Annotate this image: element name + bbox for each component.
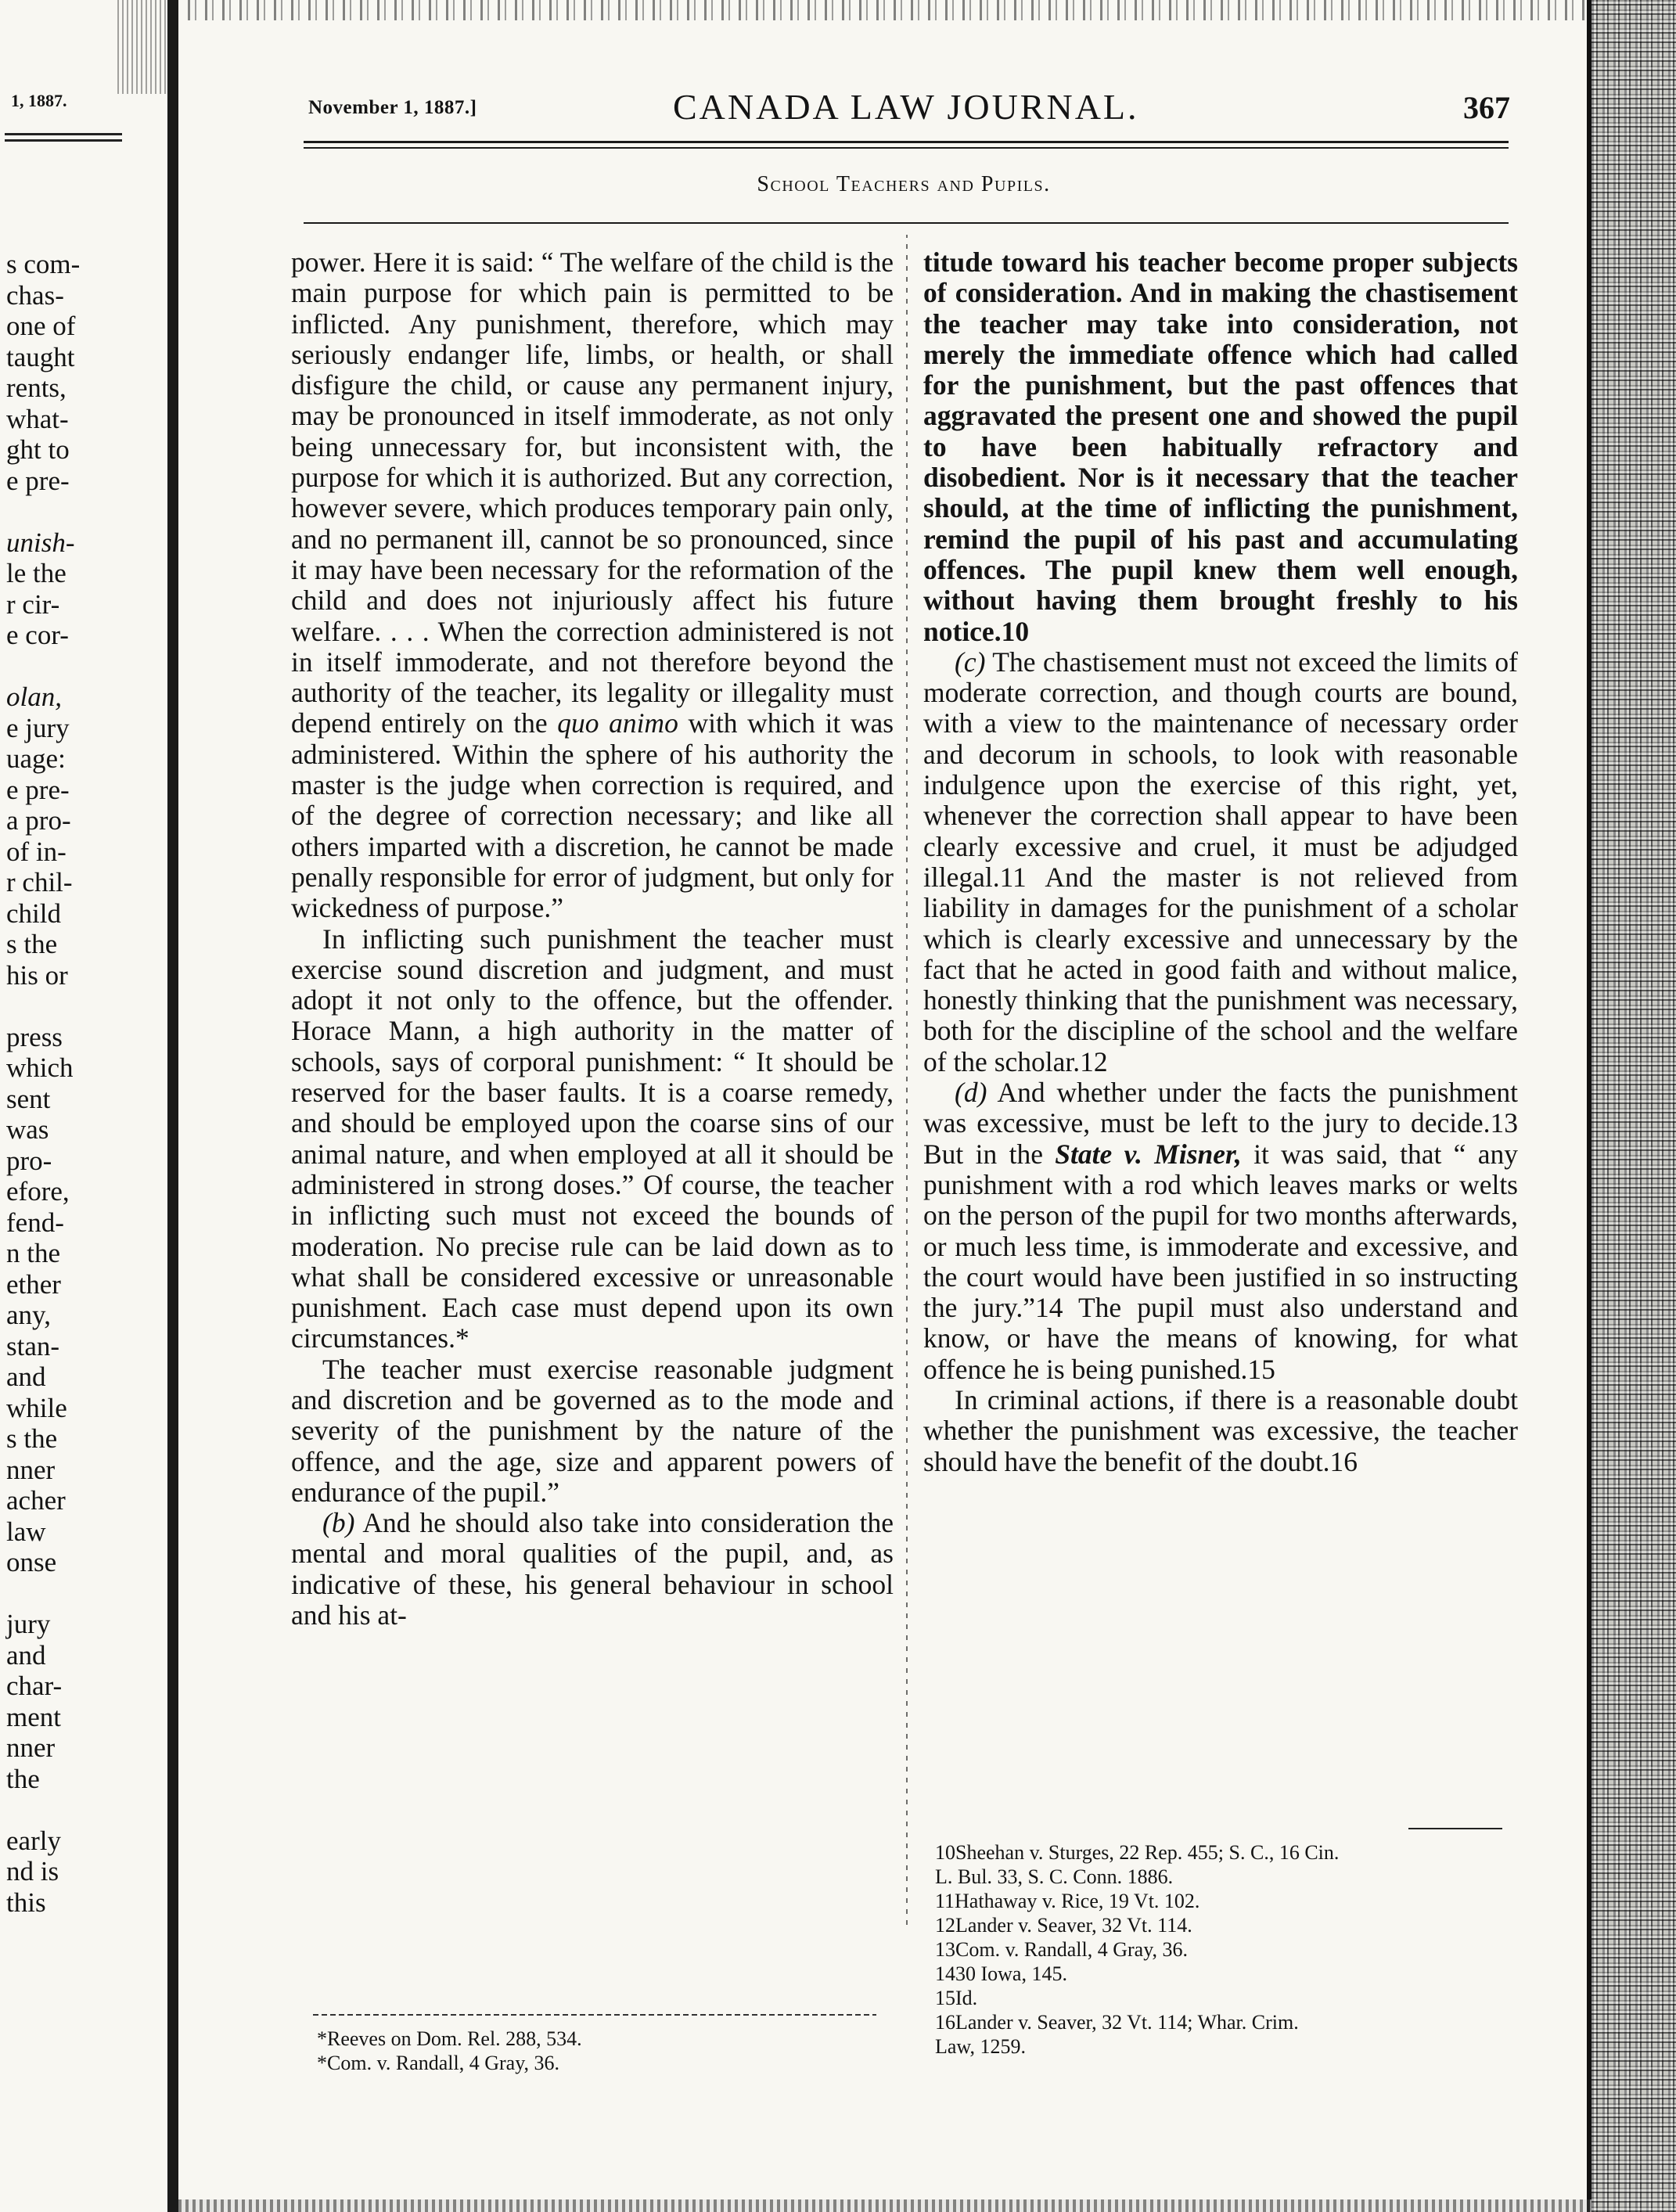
previous-page-line: rents, xyxy=(6,372,67,403)
paragraph xyxy=(923,1077,1518,1385)
previous-page-line: child xyxy=(6,897,61,929)
previous-page-line: and xyxy=(6,1639,46,1671)
footnote-rule xyxy=(1408,1828,1502,1829)
footnote: 11Hathaway v. Rice, 19 Vt. 102. xyxy=(935,1890,1200,1912)
journal-title: CANADA LAW JOURNAL. xyxy=(673,87,1139,127)
section-rule xyxy=(304,222,1509,224)
previous-page-line: e pre- xyxy=(6,465,70,496)
footnote-rule xyxy=(313,2014,876,2016)
previous-page-line: was xyxy=(6,1114,49,1145)
footnote: 16Lander v. Seaver, 32 Vt. 114; Whar. Crim. xyxy=(935,2011,1299,2034)
previous-page-line: r chil- xyxy=(6,867,73,897)
previous-page-line: press xyxy=(6,1021,63,1052)
paragraph xyxy=(291,247,894,924)
previous-page-header: 1, 1887. xyxy=(11,91,67,110)
previous-page-line: any, xyxy=(6,1300,52,1330)
previous-page-line: law xyxy=(6,1516,46,1547)
paragraph xyxy=(291,1508,894,1631)
scan-top-edge xyxy=(188,0,1612,20)
paragraph: In inflicting such punishment the teacher must exercise sound discretion and judgment, and must adopt it not only to the offence, but the offender. Horace Mann, a high authority in the matter of schools, says of corporal punishment: “ It should be reserved for the baser faults. It is a coarse remedy, and should be employed upon the coarse sins of our animal nature, and when employed at all it should be administered in strong doses.” Of course, the teacher in inflicting such must not exceed the bounds of moderation. No precise rule can be laid down as to what shall be considered excessive or unreasonable punishment. Each case must depend upon its own circumstances.* xyxy=(291,923,894,1354)
footnotes-right xyxy=(935,1840,1530,2059)
previous-page-rule xyxy=(5,139,122,142)
header-rule xyxy=(304,141,1509,143)
previous-page-line: pro- xyxy=(6,1145,52,1176)
footnote: *Com. v. Randall, 4 Gray, 36. xyxy=(317,2052,560,2074)
previous-page-line: onse xyxy=(6,1547,57,1577)
previous-page-fragment xyxy=(0,0,164,2212)
previous-page-line: nner xyxy=(6,1454,56,1485)
previous-page-line: what- xyxy=(6,403,69,434)
paragraph-text: And whether under the facts the punishment was excessive, must be left to the jury to decide.13 But in the xyxy=(923,1077,1519,1170)
case-name: State v. Misner, xyxy=(1055,1138,1242,1170)
footnote: L. Bul. 33, S. C. Conn. 1886. xyxy=(935,1865,1174,1888)
previous-page-line xyxy=(6,1794,163,1825)
scan-bottom-edge xyxy=(178,2199,1591,2212)
footnote: 1430 Iowa, 145. xyxy=(935,1962,1067,1985)
paragraph-text: with which it was administered. Within the sphere of his authority the master is the judge when correction is required, and of the degree of correction necessary; and like all others imparted with a discretion, he cannot be made penally responsible for error of judgment, but only for wickedness of purpose.” xyxy=(291,707,894,924)
previous-page-rule xyxy=(5,133,122,135)
previous-page-line: and xyxy=(6,1361,46,1392)
running-head xyxy=(297,81,1510,136)
previous-page-line: unish- xyxy=(6,527,75,558)
previous-page-line: uage: xyxy=(6,743,66,774)
previous-page-line: ment xyxy=(6,1701,61,1732)
previous-page-line: his or xyxy=(6,959,68,991)
body-column-left xyxy=(291,247,894,1631)
previous-page-line: le the xyxy=(6,558,67,588)
previous-page-line xyxy=(6,496,163,527)
previous-page-line: which xyxy=(6,1052,74,1083)
previous-page-line: nner xyxy=(6,1732,56,1763)
previous-page-line xyxy=(6,1578,163,1610)
paragraph-text: The chastisement must not exceed the limits of moderate correction, and though courts are bound, with a view to the maintenance of necessary order and decorum in schools, to look with reasonable indulgence upon the exercise of this right, yet, whenever the correction shall appear to have been clearly excessive and cruel, it must be adjudged illegal.11 And the master is not relieved from liability in damages for the punishment of a scholar which is clearly excessive and unnecessary by the fact that he acted in good faith and without malice, honestly thinking that the punishment was necessary, both for the discipline of the school and the welfare of the scholar.12 xyxy=(923,646,1518,1077)
previous-page-line: s com- xyxy=(6,249,81,279)
previous-page-line: s the xyxy=(6,1423,58,1454)
previous-page-text xyxy=(6,249,163,1918)
previous-page-line xyxy=(6,991,163,1022)
previous-page-line: olan, xyxy=(6,682,62,712)
header-rule xyxy=(304,147,1509,149)
paragraph xyxy=(923,647,1518,1077)
previous-page-line: e cor- xyxy=(6,620,69,650)
paragraph-text: power. Here it is said: “ The welfare of the child is the main purpose for which pain is permitted to be inflicted. Any punishment, therefore, which may seriously endanger life, limbs, or health, or shall disfigure the child, or cause any permanent injury, may be pronounced in itself immoderate, as not only being unnecessary for, but inconsistent with, the purpose for which it is authorized. But any correction, however severe, which produces temporary pain only, and no permanent ill, cannot be so pronounced, since it may have been necessary for the reformation of the child and does not injuriously affect his future welfare. . . . When the correction administered is not in itself immoderate, and not therefore beyond the authority of the teacher, its legality or illegality must depend entirely on the xyxy=(291,246,894,739)
previous-page-line: stan- xyxy=(6,1330,60,1361)
footnote: 12Lander v. Seaver, 32 Vt. 114. xyxy=(935,1914,1192,1937)
footnotes-left xyxy=(317,2027,896,2075)
previous-page-line: taught xyxy=(6,341,75,372)
column-divider xyxy=(906,235,908,1925)
previous-page-line: chas- xyxy=(6,279,64,311)
previous-page-line: acher xyxy=(6,1485,66,1516)
footnote: 10Sheehan v. Sturges, 22 Rep. 455; S. C., 16 Cin. xyxy=(935,1841,1340,1864)
paragraph-text: it was said, that “ any punishment with a rod which leaves marks or welts on the person of the pupil for two months afterwards, or much less time, is immoderate and excessive, and the court would have been justified in so instructing the jury.”14 The pupil must also understand and know, or have the means of knowing, for what offence he is being punished.15 xyxy=(923,1138,1519,1385)
previous-page-line: ght to xyxy=(6,434,70,465)
paragraph: In criminal actions, if there is a reasonable doubt whether the punishment was excessive, the teacher should have the benefit of the doubt.16 xyxy=(923,1383,1518,1477)
previous-page-line: nd is xyxy=(6,1856,59,1886)
footnote: Law, 1259. xyxy=(935,2035,1027,2058)
previous-page-line: s the xyxy=(6,929,58,959)
scan-right-edge xyxy=(1591,0,1676,2212)
paragraph-text: And he should also take into consideration the mental and moral qualities of the pupil, and, as indicative of these, his general behaviour in school and his at- xyxy=(291,1507,894,1631)
previous-page-line: this xyxy=(6,1886,46,1918)
previous-page-line: jury xyxy=(6,1609,51,1639)
issue-date: November 1, 1887.] xyxy=(308,97,477,118)
paragraph-label: (c) xyxy=(955,646,986,678)
previous-page-line: n the xyxy=(6,1238,61,1268)
previous-page-line: sent xyxy=(6,1083,51,1114)
previous-page-line: r cir- xyxy=(6,588,60,620)
paragraph-label: (d) xyxy=(955,1077,987,1109)
section-title: School Teachers and Pupils. xyxy=(757,172,1051,196)
previous-page-line: the xyxy=(6,1763,40,1794)
previous-page-line: efore, xyxy=(6,1176,70,1207)
previous-page-line: of in- xyxy=(6,836,67,867)
body-column-right xyxy=(923,247,1518,1477)
footnote: 13Com. v. Randall, 4 Gray, 36. xyxy=(935,1938,1189,1961)
page-spine xyxy=(167,0,178,2212)
page-number: 367 xyxy=(1463,90,1510,125)
footnote: *Reeves on Dom. Rel. 288, 534. xyxy=(317,2027,582,2050)
previous-page-line: char- xyxy=(6,1671,63,1701)
previous-page-line xyxy=(6,651,163,682)
paragraph: The teacher must exercise reasonable judgment and discretion and be governed as to the mode and severity of the punishment by the nature of the offence, and the age, size and apparent powers of endurance of the pupil.” xyxy=(291,1353,894,1508)
previous-page-line: e pre- xyxy=(6,774,70,805)
previous-page-line: e jury xyxy=(6,712,70,743)
paragraph-label: (b) xyxy=(322,1507,355,1539)
paragraph: titude toward his teacher become proper subjects of consideration. And in making the chastisement the teacher may take into consideration, not merely the immediate offence which had called for the punishment, but the past offences that aggravated the present one and showed the pupil to have been habitually refractory and disobedient. Nor is it necessary that the teacher should, at the time of inflicting the punishment, remind the pupil of his past and accumulating offences. The pupil knew them well enough, without having them brought freshly to his notice.10 xyxy=(923,246,1518,647)
previous-page-line: a pro- xyxy=(6,805,71,836)
previous-page-line: one of xyxy=(6,311,76,341)
previous-page-line: early xyxy=(6,1825,61,1856)
italic-phrase: quo animo xyxy=(557,707,678,739)
previous-page-line: fend- xyxy=(6,1207,64,1238)
previous-page-line: ether xyxy=(6,1268,61,1300)
footnote: 15Id. xyxy=(935,1987,978,2009)
previous-page-line: while xyxy=(6,1392,67,1423)
